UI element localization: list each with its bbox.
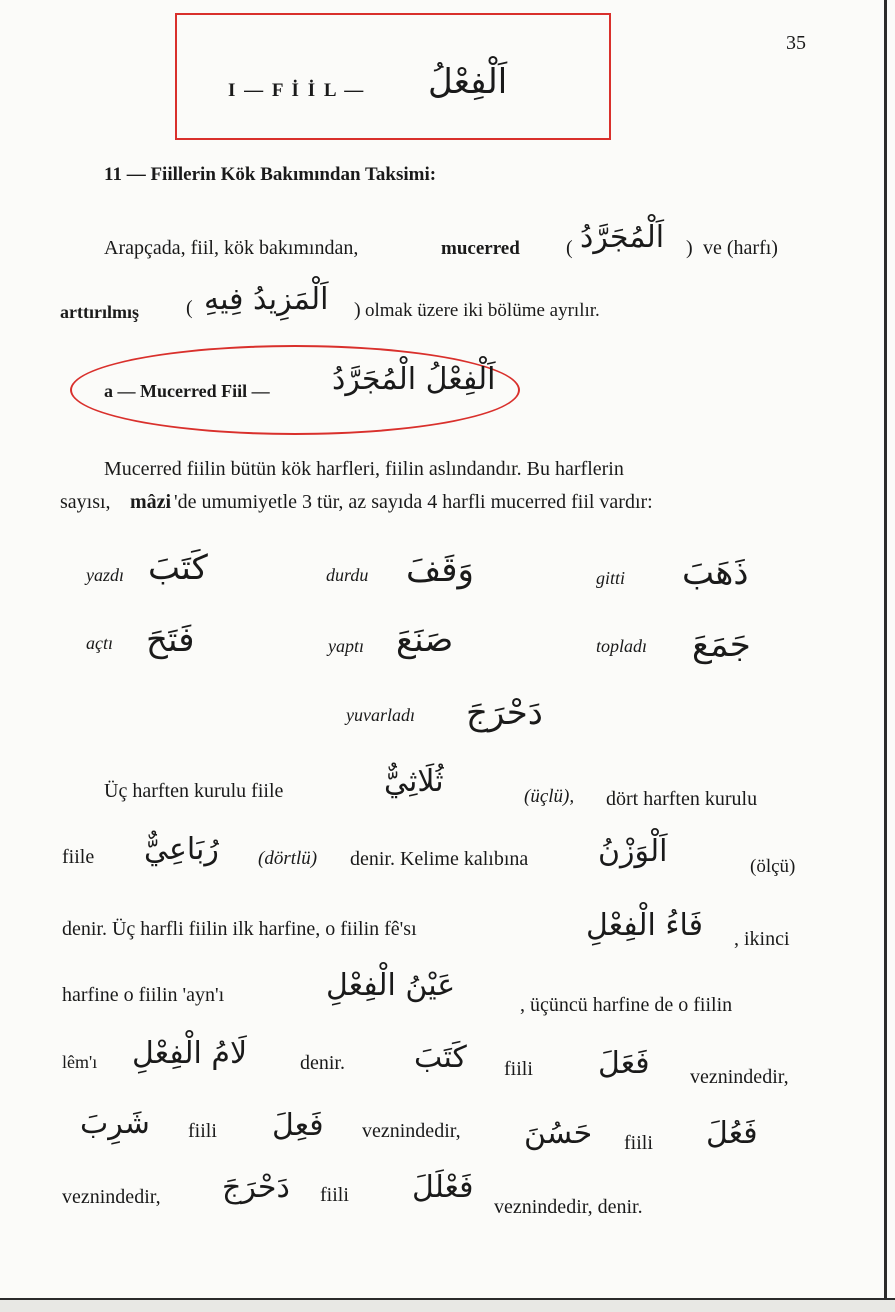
para3-l1-ital: (üçlü), xyxy=(524,786,575,807)
arabic-fe-ul-fiil: فَاءُ الْفِعْلِ xyxy=(586,908,703,943)
arabic-sulasi: ثُلَاثِيٌّ xyxy=(384,764,444,799)
para3-l5-fiili: fiili xyxy=(504,1058,533,1080)
arabic-dahrace: دَحْرَجَ xyxy=(222,1170,290,1205)
para2-line1: Mucerred fiilin bütün kök harfleri, fiilin aslındandır. Bu harflerin xyxy=(104,458,624,480)
example-meaning: açtı xyxy=(86,633,113,653)
example-meaning: gitti xyxy=(596,568,626,588)
subheading-label: a — Mucerred Fiil — xyxy=(104,381,270,401)
para3-l5-start: lêm'ı xyxy=(62,1052,98,1072)
page-bottom-edge xyxy=(0,1298,895,1312)
arabic-saribe: شَرِبَ xyxy=(80,1106,150,1141)
para1-line1-end: ve (harfı) xyxy=(703,237,778,259)
para1-paren-open-2: ( xyxy=(186,297,193,319)
example-meaning: yaptı xyxy=(328,636,364,656)
para3-l7-end: veznindedir, denir. xyxy=(494,1196,643,1218)
example-meaning: durdu xyxy=(326,565,369,585)
para3-l1-end: dört harften kurulu xyxy=(606,788,758,810)
para1-line2-bold: arttırılmış xyxy=(60,302,139,322)
para3-l6-fiili: fiili xyxy=(188,1120,217,1142)
para3-l2-mid: denir. Kelime kalıbına xyxy=(350,848,529,870)
para3-l3-start: denir. Üç harfli fiilin ilk harfine, o fiilin fê'sı xyxy=(62,918,417,940)
chapter-title-arabic: اَلْفِعْلُ xyxy=(428,62,508,102)
arabic-vezn: اَلْوَزْنُ xyxy=(598,834,668,869)
example-meaning: topladı xyxy=(596,636,648,656)
para3-l4-start: harfine o fiilin 'ayn'ı xyxy=(62,984,225,1006)
example-arabic: وَقَفَ xyxy=(406,550,474,590)
para3-l5-denir: denir. xyxy=(300,1052,345,1074)
para1-line1-text: Arapçada, fiil, kök bakımından, xyxy=(104,237,359,259)
example-arabic: فَتَحَ xyxy=(146,620,195,660)
para1-paren-close: ) xyxy=(686,237,693,259)
para3-l6-veznindedir: veznindedir, xyxy=(362,1120,461,1142)
example-arabic: صَنَعَ xyxy=(396,620,454,660)
para3-l2-start: fiile xyxy=(62,846,95,868)
chapter-title: I — F İ İ L — xyxy=(228,80,366,101)
arabic-hasune: حَسُنَ xyxy=(524,1116,593,1151)
arabic-feule: فَعُلَ xyxy=(706,1116,758,1151)
para3-l2-ital: (dörtlü) xyxy=(258,848,318,869)
para3-l3-end: , ikinci xyxy=(734,928,790,950)
para3-l4-end: , üçüncü harfine de o fiilin xyxy=(520,994,733,1016)
para1-paren-open: ( xyxy=(566,237,573,259)
arabic-aynul-fiil: عَيْنُ الْفِعْلِ xyxy=(326,968,456,1003)
para2-line2-end: 'de umumiyetle 3 tür, az sayıda 4 harfli mucerred fiil vardır: xyxy=(174,491,653,513)
example-arabic: جَمَعَ xyxy=(692,625,751,665)
para3-l1-start: Üç harften kurulu fiile xyxy=(104,780,284,802)
arabic-feile: فَعِلَ xyxy=(272,1108,324,1143)
para1-line2-end: olmak üzere iki bölüme ayrılır. xyxy=(365,300,600,321)
page-number: 35 xyxy=(786,32,806,54)
arabic-fa-lale: فَعْلَلَ xyxy=(412,1170,474,1205)
para3-l2-end: (ölçü) xyxy=(750,856,796,877)
arabic-mezid-fih: اَلْمَزِيدُ فِيهِ xyxy=(204,282,329,317)
example-arabic: كَتَبَ xyxy=(148,548,208,588)
para3-l7-start: veznindedir, xyxy=(62,1186,161,1208)
para2-line2-start: sayısı, xyxy=(60,491,111,513)
para3-l7-fiili: fiili xyxy=(320,1184,349,1206)
para1-paren-close-2: ) xyxy=(354,299,361,321)
example-meaning: yazdı xyxy=(86,565,124,585)
example-meaning: yuvarladı xyxy=(346,705,415,725)
example-arabic: ذَهَبَ xyxy=(682,553,749,593)
subheading-arabic: اَلْفِعْلُ الْمُجَرَّدُ xyxy=(332,362,496,397)
arabic-mucerred: اَلْمُجَرَّدُ xyxy=(580,220,665,255)
arabic-feale: فَعَلَ xyxy=(598,1046,650,1081)
arabic-ketebe: كَتَبَ xyxy=(414,1040,467,1075)
para2-line2-bold: mâzi xyxy=(130,491,172,513)
section-heading: 11 — Fiillerin Kök Bakımından Taksimi: xyxy=(104,164,437,185)
arabic-rubai: رُبَاعِيٌّ xyxy=(144,832,219,867)
page-right-edge xyxy=(884,0,887,1312)
para1-line1-bold: mucerred xyxy=(441,238,520,259)
para3-l6-fiili-2: fiili xyxy=(624,1132,653,1154)
arabic-lamul-fiil: لَامُ الْفِعْلِ xyxy=(132,1036,248,1071)
annotation-rectangle xyxy=(175,13,611,140)
example-arabic: دَحْرَجَ xyxy=(466,693,543,733)
para3-l5-end: veznindedir, xyxy=(690,1066,789,1088)
